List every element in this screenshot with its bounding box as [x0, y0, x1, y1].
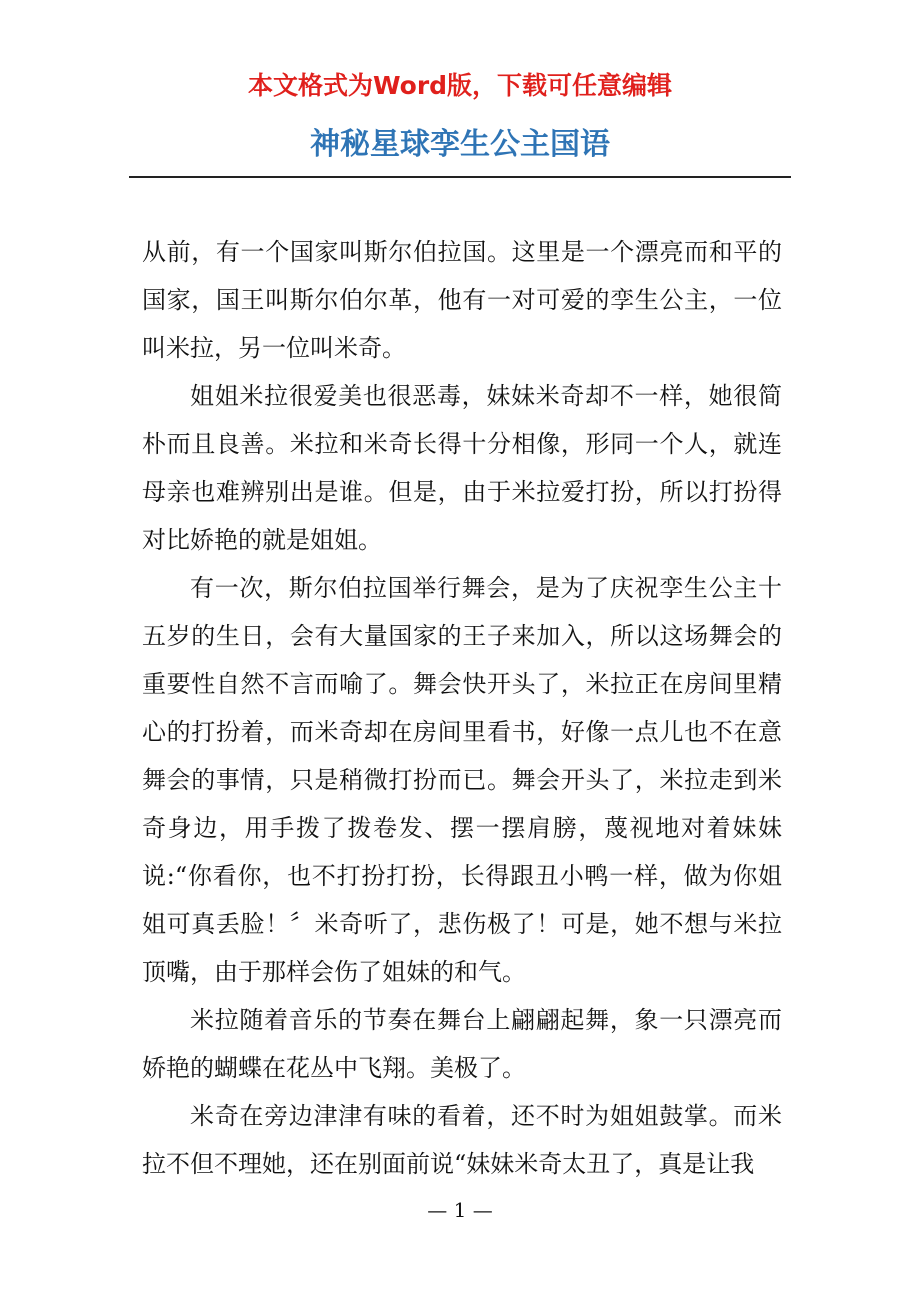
- paragraph: 米拉随着音乐的节奏在舞台上翩翩起舞，象一只漂亮而娇艳的蝴蝶在花丛中飞翔。美极了。: [142, 1006, 782, 1082]
- page-number: — 1 —: [427, 1198, 493, 1222]
- document-body: [142, 228, 782, 1188]
- header-divider: [129, 176, 791, 178]
- paragraph: 姐姐米拉很爱美也很恶毒，妹妹米奇却不一样，她很简朴而且良善。米拉和米奇长得十分相像，形同一个人，就连母亲也难辨别出是谁。但是，由于米拉爱打扮，所以打扮得对比娇艳的就是姐姐。: [142, 382, 782, 554]
- paragraph: 从前，有一个国家叫斯尔伯拉国。这里是一个漂亮而和平的国家，国王叫斯尔伯尔革，他有一对可爱的孪生公主，一位叫米拉，另一位叫米奇。: [142, 238, 782, 362]
- document-title: 神秘星球孪生公主国语: [310, 127, 610, 162]
- paragraph: 有一次，斯尔伯拉国举行舞会，是为了庆祝孪生公主十五岁的生日，会有大量国家的王子来加入，所以这场舞会的重要性自然不言而喻了。舞会快开头了，米拉正在房间里精心的打扮着，而米奇却在房间里看书，好像一点儿也不在意舞会的事情，只是稍微打扮而已。舞会开头了，米拉走到米奇身边，用手拨了拨卷发、摆一摆肩膀，蔑视地对着妹妹说:“你看你，也不打扮打扮，长得跟丑小鸭一样，做为你姐姐可真丢脸！〞米奇听了，悲伤极了！可是，她不想与米拉顶嘴，由于那样会伤了姐妹的和气。: [142, 574, 782, 986]
- paragraph: 米奇在旁边津津有味的看着，还不时为姐姐鼓掌。而米拉不但不理她，还在别面前说“妹妹米奇太丑了，真是让我: [142, 1102, 782, 1178]
- format-notice: 本文格式为Word版，下载可任意编辑: [247, 71, 673, 100]
